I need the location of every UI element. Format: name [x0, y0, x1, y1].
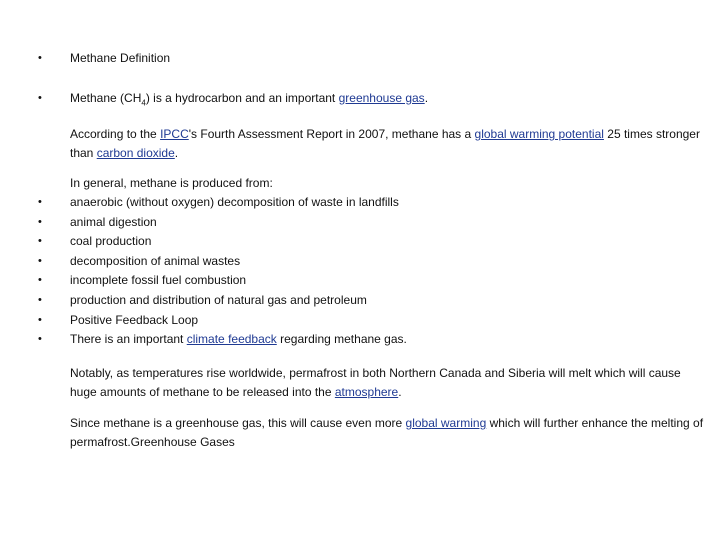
bullet: •: [38, 235, 42, 248]
text-segment: 's Fourth Assessment Report in 2007, methane has a: [188, 127, 475, 141]
list-item: [38, 252, 710, 272]
list-item: [38, 213, 710, 233]
list-item: [38, 291, 710, 311]
text-segment: Since methane is a greenhouse gas, this will cause even more: [70, 416, 406, 430]
list-item-text: anaerobic (without oxygen) decomposition of waste in landfills: [70, 195, 399, 209]
carbon-dioxide-link[interactable]: carbon dioxide: [96, 146, 175, 160]
greenhouse-gas-link[interactable]: greenhouse gas: [338, 91, 425, 105]
sources-intro: In general, methane is produced from:: [70, 176, 273, 190]
bullet: •: [38, 215, 42, 228]
global-warming-potential-link[interactable]: global warming potential: [474, 127, 604, 141]
list-item-text: production and distribution of natural gas and petroleum: [70, 292, 367, 307]
list-item-text: Positive Feedback Loop: [70, 312, 199, 327]
text-segment: ) is a hydrocarbon and an important: [145, 91, 339, 105]
text-segment: 25 times stronger than: [70, 127, 700, 160]
list-item: [38, 311, 710, 331]
global-warming-link[interactable]: global warming: [405, 416, 487, 430]
list-item-text: coal production: [70, 234, 152, 249]
bullet: •: [38, 196, 42, 208]
text-segment: .: [174, 146, 179, 160]
text-segment: Methane (CH: [70, 91, 142, 105]
list-item: [38, 271, 710, 291]
sources-list-block: [38, 193, 710, 350]
methane-intro-text: [70, 89, 710, 108]
text-segment: which will further enhance the melting of permafrost.Greenhouse Gases: [70, 416, 704, 449]
atmosphere-link[interactable]: atmosphere: [334, 385, 399, 399]
list-item-text: incomplete fossil fuel combustion: [70, 273, 247, 288]
text-segment: regarding methane gas.: [276, 332, 407, 347]
methane-sources-list: [38, 193, 710, 350]
text-segment: Notably, as temperatures rise worldwide, permafrost in both Northern Canada and Siberia will melt which will cause huge amounts of methane to be released into the: [70, 366, 681, 399]
text-segment: .: [398, 385, 402, 399]
global-warming-paragraph: [70, 414, 710, 452]
bullet: •: [38, 313, 42, 326]
list-item: [38, 193, 710, 213]
bullet: •: [38, 52, 42, 64]
bullet: •: [38, 333, 42, 346]
list-item-text: decomposition of animal wastes: [70, 253, 241, 268]
bullet: •: [38, 92, 42, 104]
text-segment: According to the: [70, 127, 161, 141]
text-segment: .: [424, 91, 429, 105]
subscript: 4: [141, 98, 146, 108]
list-item-text: animal digestion: [70, 214, 157, 229]
methane-definition-heading: Methane Definition: [70, 51, 171, 65]
climate-feedback-link[interactable]: climate feedback: [186, 332, 277, 347]
permafrost-paragraph: [70, 364, 710, 402]
text-segment: There is an important: [70, 332, 187, 347]
bullet: •: [38, 293, 42, 306]
bullet: •: [38, 254, 42, 267]
list-item: [38, 232, 710, 252]
bullet: •: [38, 274, 42, 287]
ipcc-paragraph: [70, 125, 710, 163]
ipcc-link[interactable]: IPCC: [160, 127, 189, 141]
list-item: [38, 330, 710, 350]
